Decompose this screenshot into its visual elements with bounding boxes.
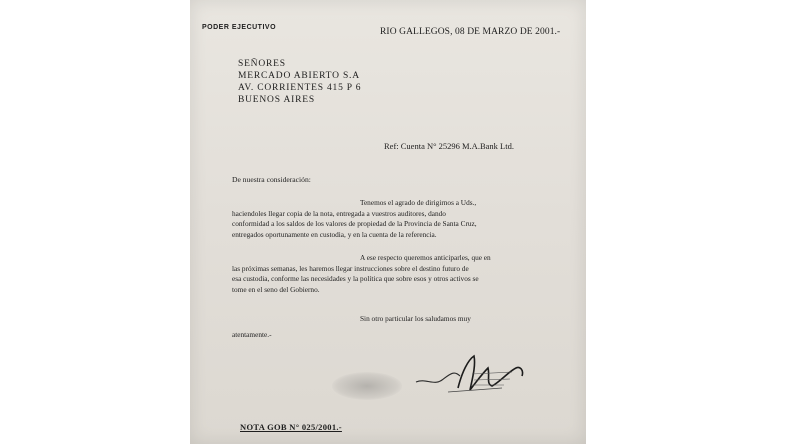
paragraph-1 xyxy=(232,198,566,240)
closing: atentamente.- xyxy=(232,330,272,339)
addressee-line: BUENOS AIRES xyxy=(238,95,315,105)
addressee-line: AV. CORRIENTES 415 P 6 xyxy=(238,83,362,93)
letter-page xyxy=(190,0,586,444)
paragraph-2 xyxy=(232,253,566,295)
paragraph-line: entregados oportunamente en custodia, y en la cuenta de la referencia. xyxy=(232,229,437,239)
paragraph-line: A ese respecto queremos anticiparles, que en xyxy=(360,253,491,262)
paragraph-line: Sin otro particular los saludamos muy xyxy=(360,314,471,323)
place-date: RIO GALLEGOS, 08 DE MARZO DE 2001.- xyxy=(380,27,561,37)
paragraph-3 xyxy=(232,314,566,325)
paragraph-line: conformidad a los saldos de los valores de propiedad de la Provincia de Santa Cruz, xyxy=(232,219,477,228)
reference-line: Ref: Cuenta N° 25296 M.A.Bank Ltd. xyxy=(384,141,514,151)
addressee-line: MERCADO ABIERTO S.A xyxy=(238,71,360,81)
paragraph-line: haciendoles llegar copia de la nota, entregada a vuestros auditores, dando xyxy=(232,208,446,218)
letterhead: PODER EJECUTIVO xyxy=(202,24,277,31)
greeting: De nuestra consideración: xyxy=(232,175,311,184)
document-number: NOTA GOB N° 025/2001.- xyxy=(240,422,342,432)
paragraph-line: las próximas semanas, les haremos llegar instrucciones sobre el destino futuro de xyxy=(232,263,469,273)
paragraph-line: esa custodia, conforme las necesidades y la política que sobre esos y otros activos se xyxy=(232,274,479,283)
paragraph-line: Tenemos el agrado de dirigirnos a Uds., xyxy=(360,198,477,207)
paragraph-line: tome en el seno del Gobierno. xyxy=(232,284,320,294)
faded-stamp xyxy=(332,372,402,400)
addressee-line: SEÑORES xyxy=(238,59,286,69)
signature xyxy=(412,352,542,398)
